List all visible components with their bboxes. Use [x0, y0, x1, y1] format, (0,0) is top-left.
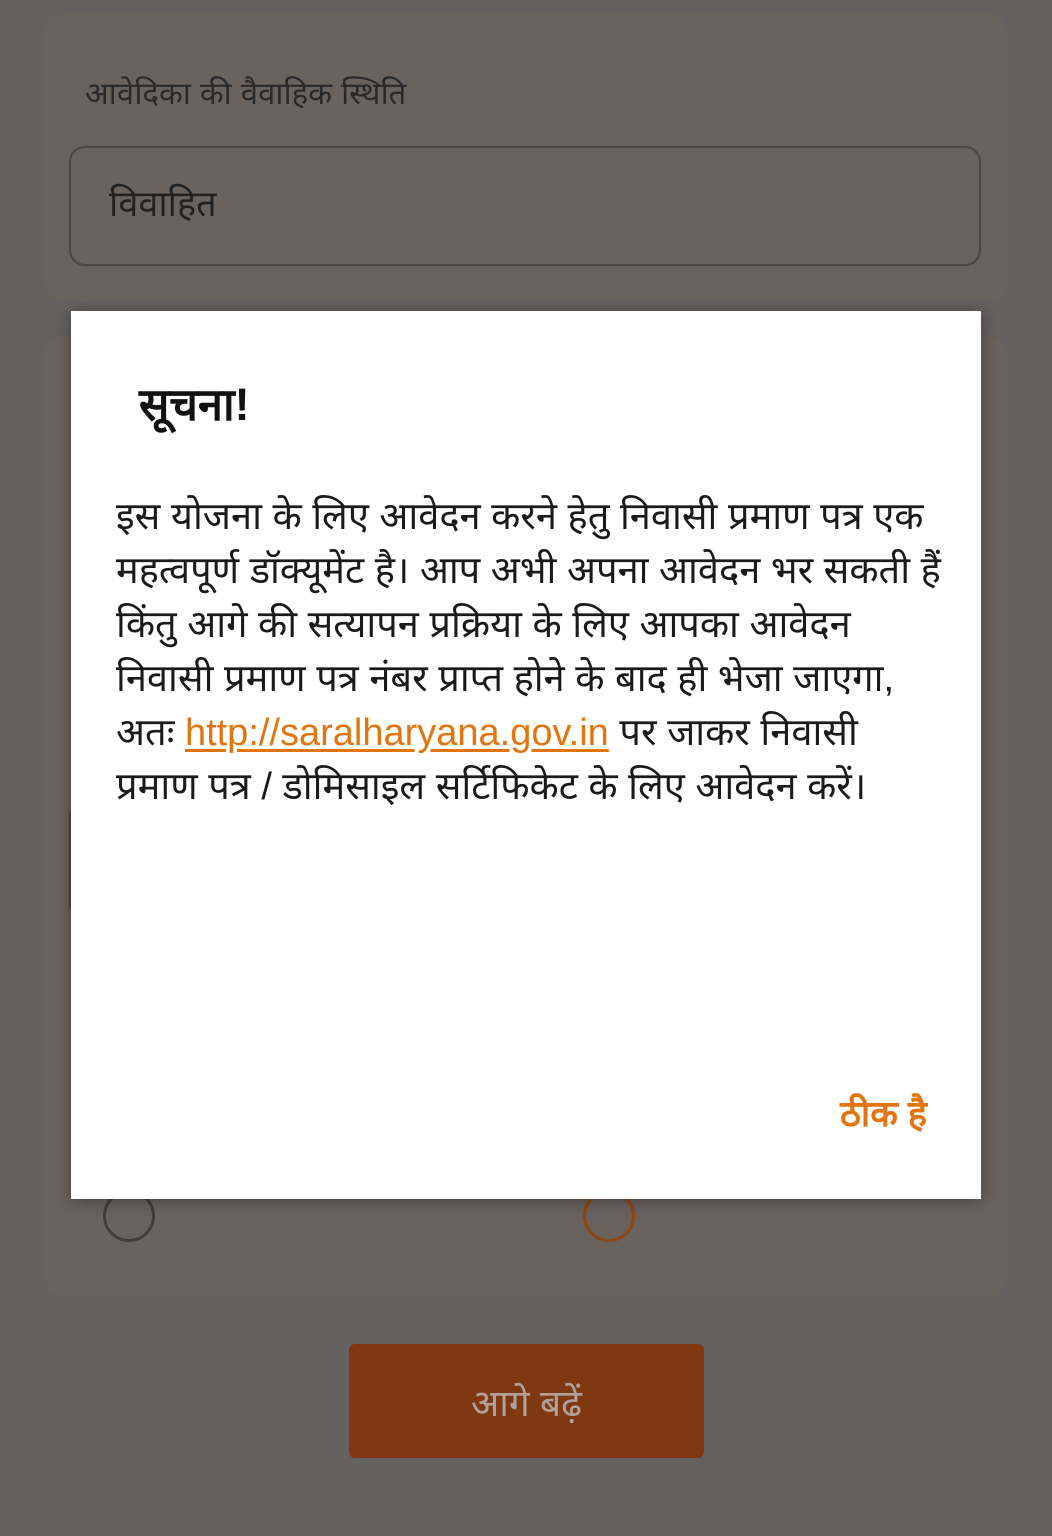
notice-dialog — [71, 311, 981, 1199]
next-button[interactable]: आगे बढ़ें — [349, 1344, 704, 1458]
dialog-title: सूचना! — [139, 379, 250, 430]
dialog-message-part-2: पर जाकर निवासी प्रमाण पत्र / डोमिसाइल सर्टिफिकेट के लिए आवेदन करें। — [116, 711, 867, 808]
marital-status-selected-value: विवाहित — [109, 183, 217, 224]
dialog-message — [116, 491, 944, 815]
dialog-ok-button[interactable]: ठीक है — [830, 1082, 937, 1143]
saral-haryana-link[interactable]: http://saralharyana.gov.in — [184, 711, 609, 754]
marital-status-label: आवेदिका की वैवाहिक स्थिति — [85, 76, 407, 111]
dialog-message-part-1: इस योजना के लिए आवेदन करने हेतु निवासी प्रमाण पत्र एक महत्वपूर्ण डॉक्यूमेंट है। आप अभी अपना आवेदन भर सकती हैं किंतु आगे की सत्यापन प्रक्रिया के लिए आपका आवेदन निवासी प्रमाण पत्र नंबर प्राप्त होने के बाद ही भेजा जाएगा, अतः — [116, 496, 941, 754]
